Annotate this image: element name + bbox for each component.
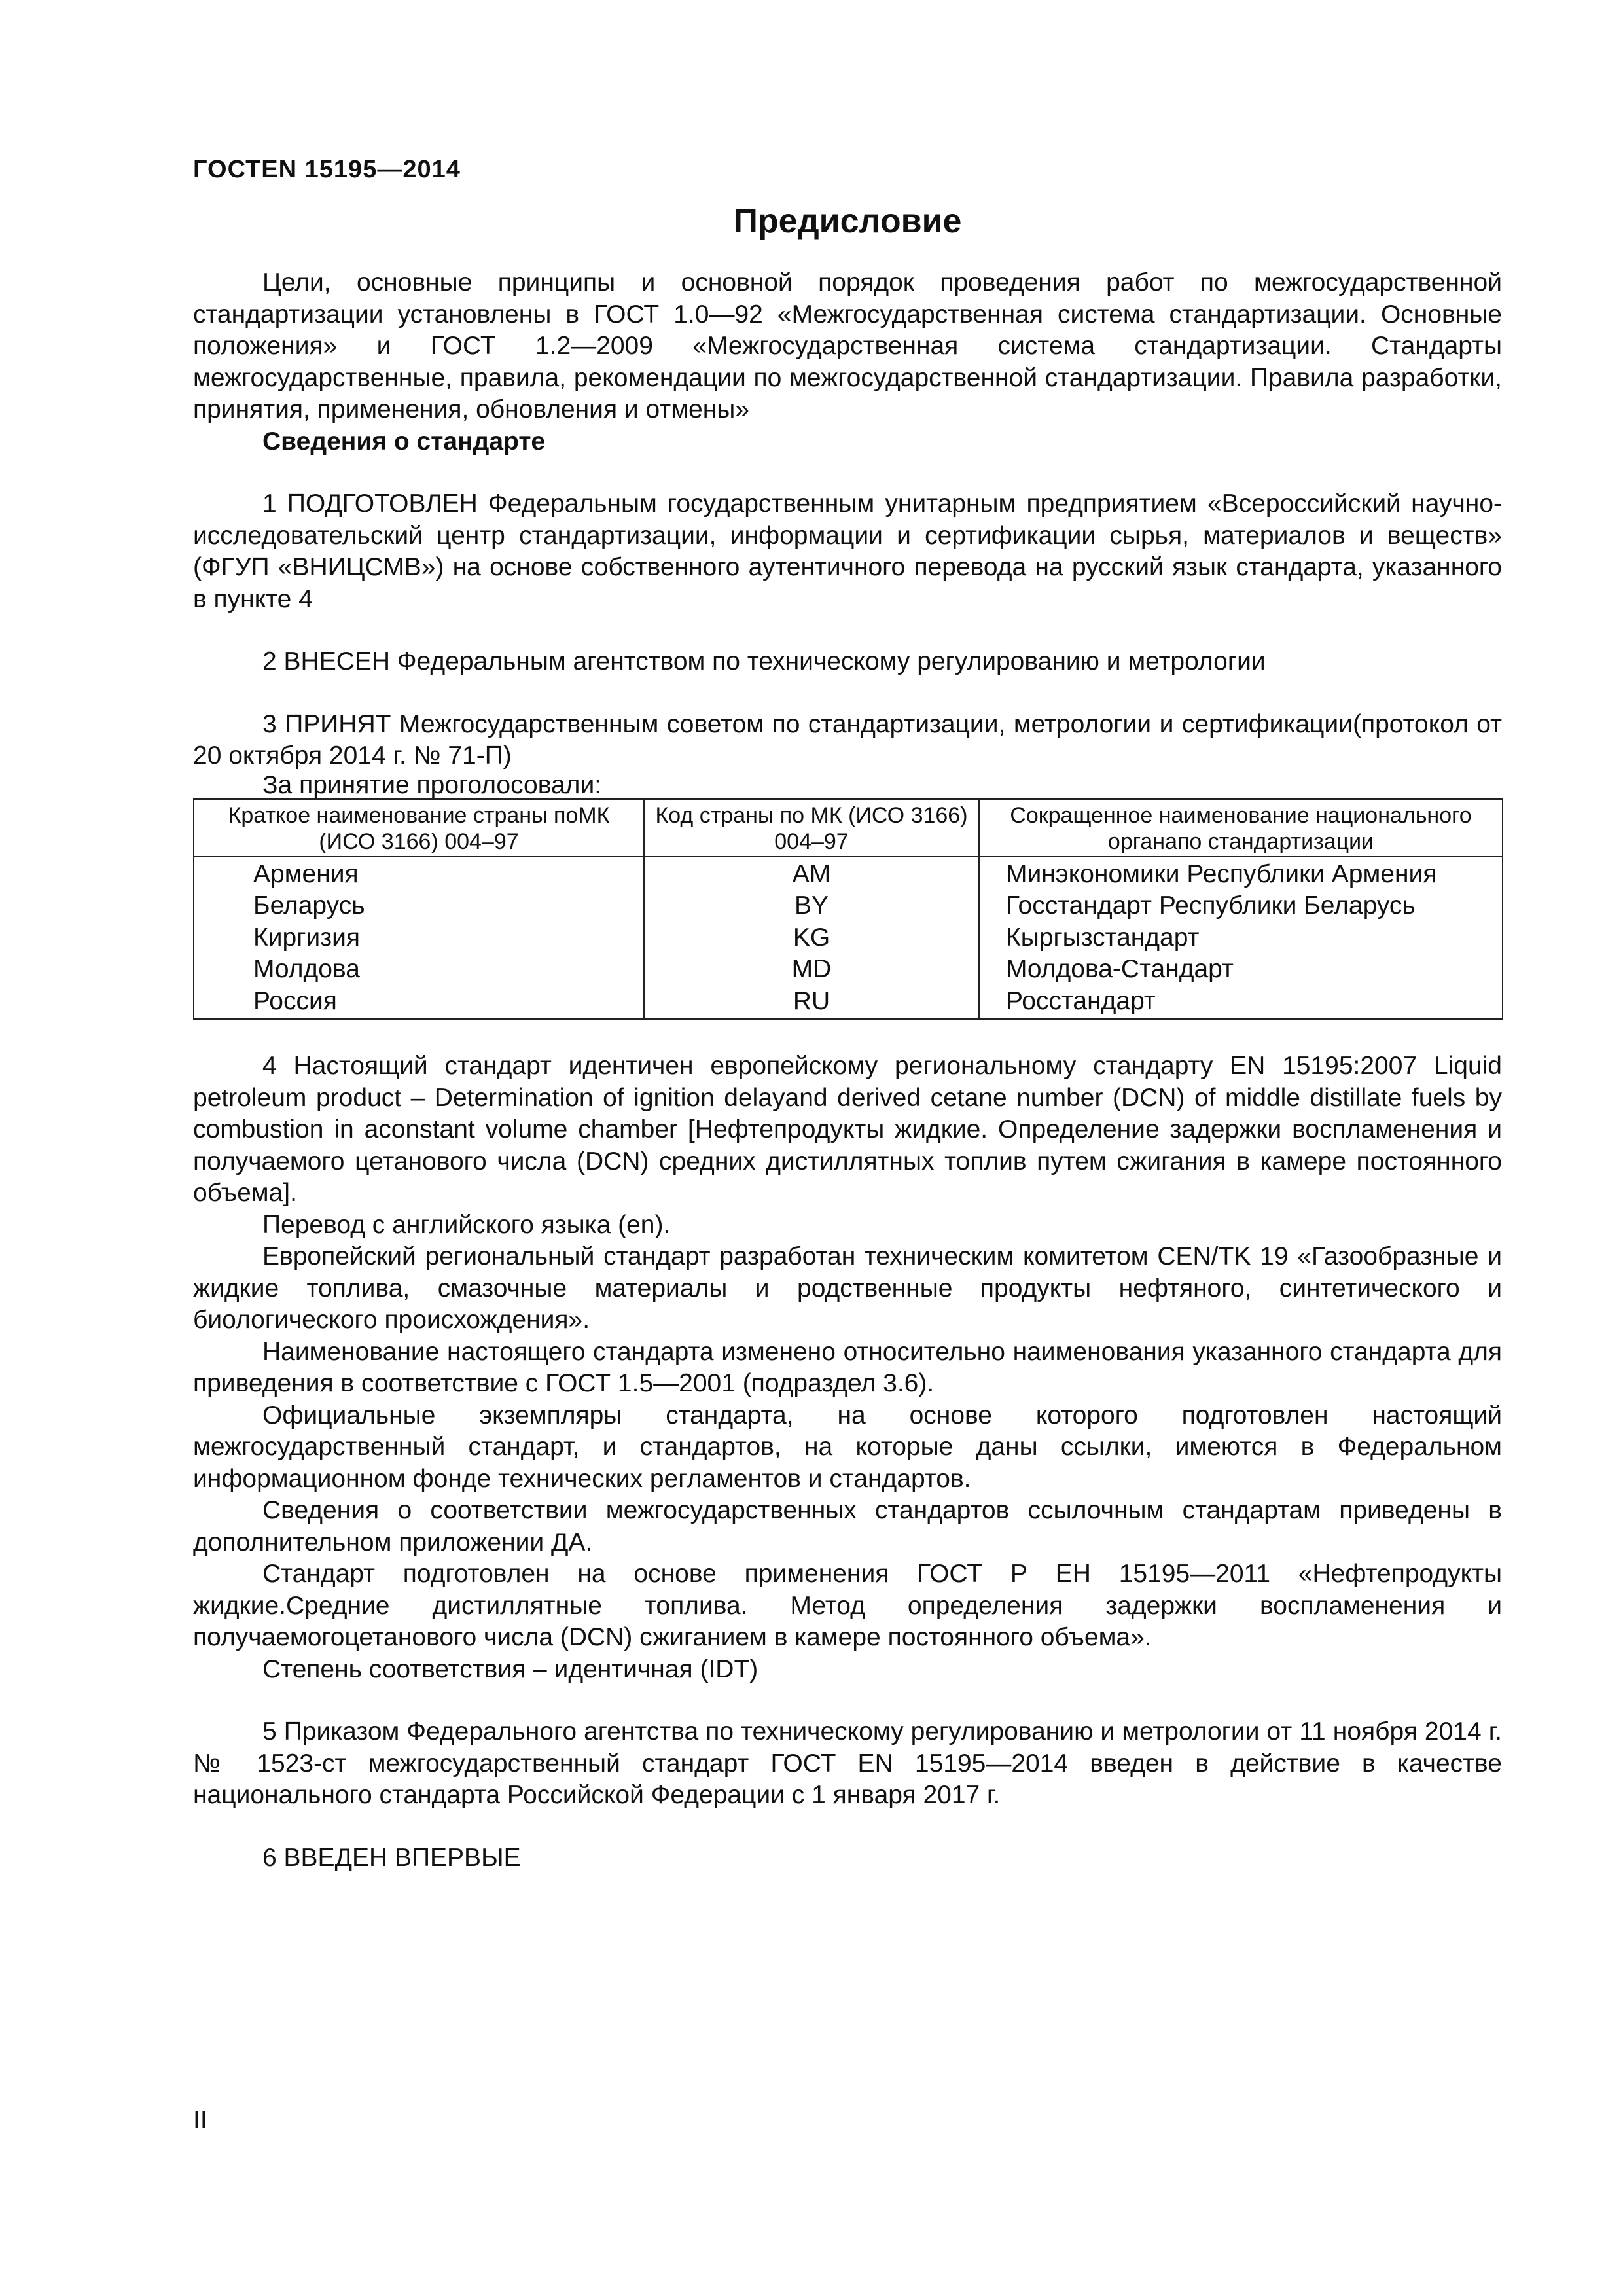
- table-row: [194, 922, 1503, 954]
- page-number: II: [193, 2106, 207, 2134]
- code-cell: RU: [644, 986, 979, 1020]
- header-standards-body: Сокращенное наименование национального органапо стандартизации: [979, 799, 1503, 857]
- table-row: [194, 857, 1503, 891]
- item-5-paragraph: 5 Приказом Федерального агентства по техническому регулированию и метрологии от 11 ноября 2014 г. № 1523-ст межгосударственный стандарт ГОСТ EN 15195—2014 введен в действие в качестве национального стандарта Российской Федерации с 1 января 2017 г.: [193, 1717, 1502, 1809]
- code-cell: MD: [644, 954, 979, 986]
- committee-paragraph: Европейский региональный стандарт разработан техническим комитетом CEN/TK 19 «Газообразные и жидкие топлива, смазочные материалы и родственные продукты нефтяного, синтетического и биологического происхождения».: [193, 1242, 1502, 1334]
- country-cell: Армения: [194, 857, 644, 891]
- body-cell: Росстандарт: [979, 986, 1503, 1020]
- table-row: [194, 986, 1503, 1020]
- item-1-paragraph: 1 ПОДГОТОВЛЕН Федеральным государственным унитарным предприятием «Всероссийский научно-исследовательский центр стандартизации, информации и сертификации сырья, материалов и веществ» (ФГУП «ВНИЦСМВ») на основе собственного аутентичного перевода на русский язык стандарта, указанного в пункте 4: [193, 490, 1502, 613]
- country-cell: Молдова: [194, 954, 644, 986]
- name-change-paragraph: Наименование настоящего стандарта изменено относительно наименования указанного стандарта для приведения в соответствие с ГОСТ 1.5—2001 (подраздел 3.6).: [193, 1337, 1502, 1397]
- section-subheading: Сведения о стандарте: [262, 427, 546, 456]
- official-copies-paragraph: Официальные экземпляры стандарта, на основе которого подготовлен настоящий межгосударственный стандарт, и стандартов, на которые даны ссылки, имеются в Федеральном информационном фонде технических регламентов и стандартов.: [193, 1401, 1502, 1493]
- country-cell: Киргизия: [194, 922, 644, 954]
- item-3-paragraph: 3 ПРИНЯТ Межгосударственным советом по стандартизации, метрологии и сертификации(протокол от 20 октября 2014 г. № 71-П): [193, 709, 1502, 770]
- page-title: Предисловие: [733, 202, 962, 240]
- country-cell: Беларусь: [194, 890, 644, 922]
- body-cell: Молдова-Стандарт: [979, 954, 1503, 986]
- table-row: [194, 890, 1503, 922]
- item-4-paragraph: 4 Настоящий стандарт идентичен европейскому региональному стандарту EN 15195:2007 Liquid petroleum product – Determination of ignition delayand derived cetane number (DCN) of middle distillate fuels by combustion in aconstant volume chamber [Нефтепродукты жидкие. Определение задержки воспламенения и получаемого цетанового числа (DCN) средних дистиллятных топлив путем сжигания в камере постоянного объема].: [193, 1052, 1502, 1207]
- body-cell: Кыргызстандарт: [979, 922, 1503, 954]
- document-code-header: ГОСТЕN 15195—2014: [193, 156, 461, 183]
- country-cell: Россия: [194, 986, 644, 1020]
- code-cell: AM: [644, 857, 979, 891]
- vote-caption: За принятие проголосовали:: [262, 770, 602, 799]
- conformity-degree: Степень соответствия – идентичная (IDT): [262, 1655, 758, 1683]
- header-country-name: Краткое наименование страны поМК (ИСО 3166) 004–97: [194, 799, 644, 857]
- body-cell: Госстандарт Республики Беларусь: [979, 890, 1503, 922]
- code-cell: BY: [644, 890, 979, 922]
- code-cell: KG: [644, 922, 979, 954]
- item-2-paragraph: 2 ВНЕСЕН Федеральным агентством по техническому регулированию и метрологии: [262, 647, 1266, 675]
- translation-note: Перевод с английского языка (en).: [262, 1210, 671, 1239]
- table-row: [194, 954, 1503, 986]
- table-header-row: [194, 799, 1503, 857]
- voting-table: [193, 798, 1503, 1020]
- body-cell: Минэкономики Республики Армения: [979, 857, 1503, 891]
- item-6-paragraph: 6 ВВЕДЕН ВПЕРВЫЕ: [262, 1843, 521, 1872]
- header-country-code: Код страны по МК (ИСО 3166) 004–97: [644, 799, 979, 857]
- basis-paragraph: Стандарт подготовлен на основе применения ГОСТ Р ЕН 15195—2011 «Нефтепродукты жидкие.Средние дистиллятные топлива. Метод определения задержки воспламенения и получаемогоцетанового числа (DCN) сжиганием в камере постоянного объема».: [193, 1560, 1502, 1651]
- intro-paragraph: Цели, основные принципы и основной порядок проведения работ по межгосударственной стандартизации установлены в ГОСТ 1.0—92 «Межгосударственная система стандартизации. Основные положения» и ГОСТ 1.2—2009 «Межгосударственная система стандартизации. Стандарты межгосударственные, правила, рекомендации по межгосударственной стандартизации. Правила разработки, принятия, применения, обновления и отмены»: [193, 268, 1502, 423]
- document-body: [193, 267, 1502, 1874]
- correspondence-paragraph: Сведения о соответствии межгосударственных стандартов ссылочным стандартам приведены в дополнительном приложении ДА.: [193, 1496, 1502, 1556]
